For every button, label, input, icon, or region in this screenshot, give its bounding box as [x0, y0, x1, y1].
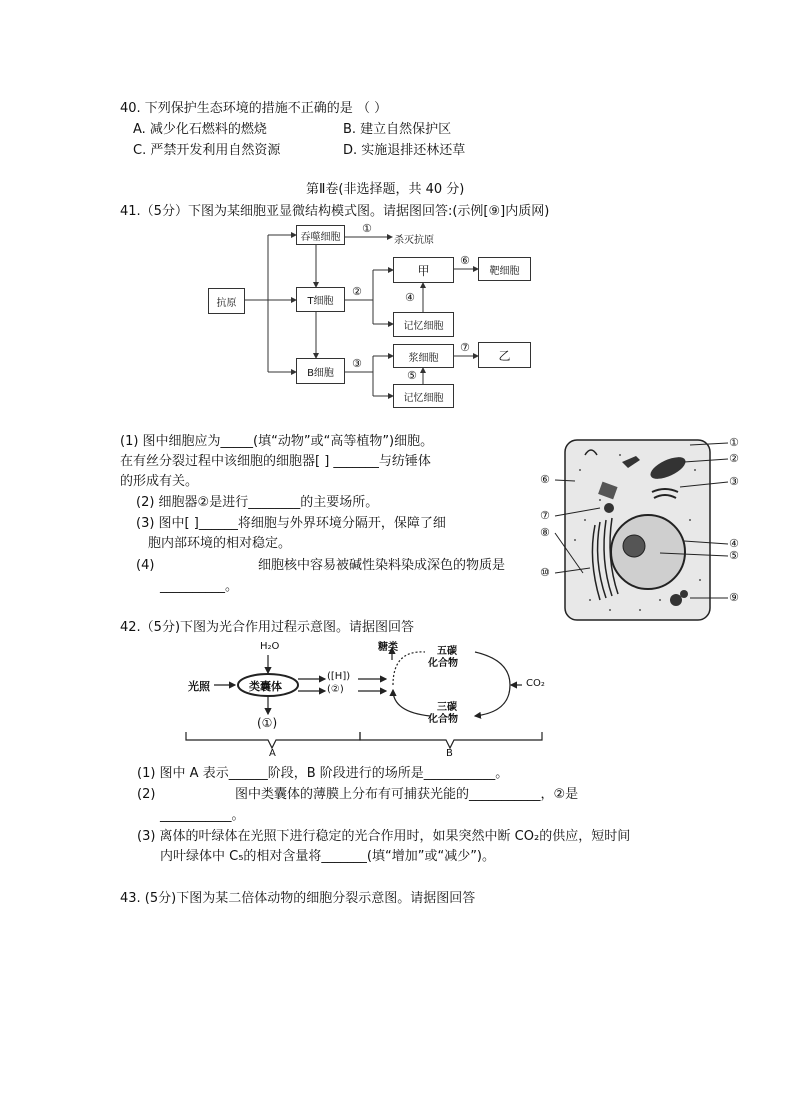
cell-label-4: ④	[729, 537, 739, 550]
q40-option-d: D. 实施退排还林还草	[343, 143, 466, 158]
sugar-label: 糖类	[378, 642, 398, 653]
c3-label-2: 化合物	[428, 714, 458, 725]
q42-part2-text: 图中类囊体的薄膜上分布有可捕获光能的___________，②是	[235, 787, 579, 802]
output-1-label: (①)	[257, 716, 278, 730]
cell-label-5: ⑤	[729, 549, 739, 562]
kill-antigen-label: 杀灭抗原	[394, 235, 434, 246]
cell-label-2: ②	[729, 452, 739, 465]
q41-part4-text: 细胞核中容易被碱性染料染成深色的物质是	[258, 558, 506, 573]
q41-part1-line2: 在有丝分裂过程中该细胞的细胞器[ ] _______与纺锤体	[120, 454, 431, 469]
b-cell-box: B细胞	[296, 358, 345, 384]
stage-b-label: B	[446, 748, 453, 759]
phagocyte-box: 吞噬细胞	[296, 225, 345, 245]
q42-part1: (1) 图中 A 表示______阶段，B 阶段进行的场所是___________。	[137, 766, 509, 781]
c3-label-1: 三碳	[437, 702, 457, 713]
t-cell-box: T细胞	[296, 287, 345, 312]
cell-label-1: ①	[729, 436, 739, 449]
q42-part3-line2: 内叶绿体中 C₅的相对含量将_______(填“增加”或“减少”)。	[160, 849, 496, 864]
section-title: 第Ⅱ卷(非选择题，共 40 分)	[306, 182, 465, 197]
q41-part3-line2: 胞内部环境的相对稳定。	[148, 536, 292, 551]
q40-option-a: A. 减少化石燃料的燃烧	[133, 122, 267, 137]
label-2: ②	[352, 285, 362, 298]
q42-part2-num: (2)	[137, 787, 156, 802]
antigen-box: 抗原	[208, 288, 245, 314]
label-6: ⑥	[460, 254, 470, 267]
q42-part3-line1: (3) 离体的叶绿体在光照下进行稳定的光合作用时，如果突然中断 CO₂的供应，短时间	[137, 829, 631, 844]
target-cell-box: 靶细胞	[478, 257, 531, 281]
q41-part4-blank: __________。	[160, 579, 239, 594]
memory-t-box: 记忆细胞	[393, 312, 454, 337]
plasma-cell-box: 浆细胞	[393, 344, 454, 368]
thylakoid-label: 类囊体	[249, 680, 282, 693]
q41-part2: (2) 细胞器②是进行________的主要场所。	[136, 495, 379, 510]
label-1: ①	[362, 222, 372, 235]
q41-part1-line1: (1) 图中细胞应为_____(填“动物”或“高等植物”)细胞。	[120, 434, 434, 449]
yi-box: 乙	[478, 342, 531, 368]
output-2-label: (②)	[327, 684, 344, 695]
cell-label-7: ⑦	[540, 509, 550, 522]
q41-part4-num: (4)	[136, 558, 155, 573]
stage-a-label: A	[269, 748, 276, 759]
light-label: 光照	[188, 680, 210, 693]
c5-label-1: 五碳	[437, 646, 457, 657]
label-5: ⑤	[407, 369, 417, 382]
cell-label-9: ⑨	[729, 591, 739, 604]
label-4: ④	[405, 291, 415, 304]
co2-label: CO₂	[526, 678, 545, 689]
q43-stem: 43. (5分)下图为某二倍体动物的细胞分裂示意图。请据图回答	[120, 891, 476, 906]
cell-label-8: ⑧	[540, 526, 550, 539]
c5-label-2: 化合物	[428, 658, 458, 669]
cell-label-6: ⑥	[540, 473, 550, 486]
q42-stem: 42.（5分)下图为光合作用过程示意图。请据图回答	[120, 620, 415, 635]
jia-box: 甲	[393, 257, 454, 283]
q41-part3-line1: (3) 图中[ ]______将细胞与外界环境分隔开，保障了细	[136, 516, 446, 531]
h2o-label: H₂O	[260, 641, 280, 652]
q40-option-b: B. 建立自然保护区	[343, 122, 452, 137]
label-7: ⑦	[460, 341, 470, 354]
q41-stem: 41.（5分）下图为某细胞亚显微结构模式图。请据图回答:(示例[⑨]内质网)	[120, 204, 550, 219]
q42-part2-blank: ___________。	[160, 808, 245, 823]
q40-option-c: C. 严禁开发利用自然资源	[133, 143, 281, 158]
q41-part1-line3: 的形成有关。	[120, 474, 199, 489]
h-label: ([H])	[327, 671, 351, 682]
cell-label-10: ⑩	[540, 566, 550, 579]
label-3: ③	[352, 357, 362, 370]
cell-label-3: ③	[729, 475, 739, 488]
q40-stem: 40. 下列保护生态环境的措施不正确的是 （ ）	[120, 101, 388, 116]
memory-b-box: 记忆细胞	[393, 384, 454, 408]
